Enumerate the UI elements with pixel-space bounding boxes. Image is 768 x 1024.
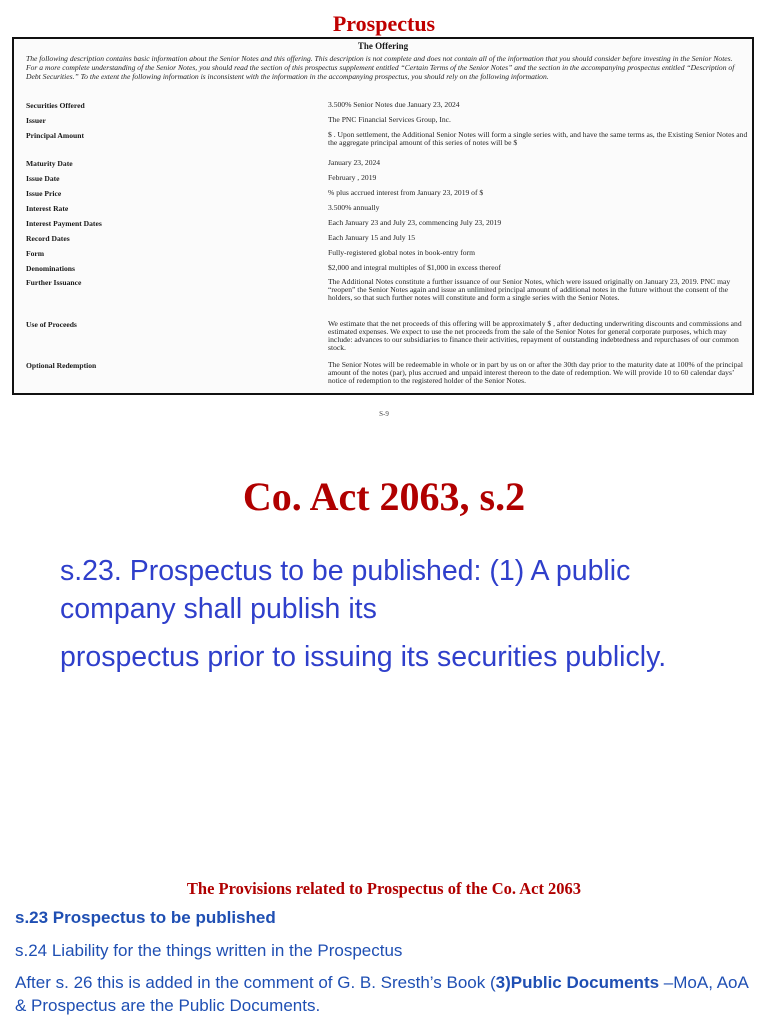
row-label: Issue Price bbox=[26, 189, 62, 198]
row-value: % plus accrued interest from January 23, 2019 of $ bbox=[328, 188, 484, 197]
row-value: February , 2019 bbox=[328, 173, 377, 182]
row-value: We estimate that the net proceeds of this offering will be approximately $ , after deducting underwriting discounts and commissions and estimated expenses. We expect to use the net proceeds from the sale of the Senior Notes for general corporate purposes, which may include: advances to our subsidiaries to finance their activities, repayment of outstanding indebtedness and repurchases of our common stock. bbox=[328, 319, 742, 352]
row-label: Record Dates bbox=[26, 234, 70, 243]
row-label: Securities Offered bbox=[26, 101, 85, 110]
row-value: $2,000 and integral multiples of $1,000 in excess thereof bbox=[328, 263, 501, 272]
row-value: The PNC Financial Services Group, Inc. bbox=[328, 115, 451, 124]
row-label: Use of Proceeds bbox=[26, 320, 77, 329]
row-value: The Additional Notes constitute a further issuance of our Senior Notes, which were issued originally on January 23, 2019. PNC may “reopen” the Senior Notes again and issue an unlimited principal amount of additional notes in the future without the consent of the holders, so that such further notes will constitute and form a single series with the Senior Notes. bbox=[328, 277, 731, 302]
page-number: S-9 bbox=[379, 410, 389, 418]
offering-heading: The Offering bbox=[357, 41, 409, 51]
row-value: 3.500% annually bbox=[328, 203, 380, 212]
row-value: The Senior Notes will be redeemable in whole or in part by us on or after the 30th day prior to the maturity date at 100% of the principal amount of the notes (par), plus accrued and unpaid interest thereon to the date of redemption. We will provide 10 to 60 calendar days’ notice of redemption to the registered holder of the Senior Notes. bbox=[328, 360, 744, 385]
row-value: Each January 23 and July 23, commencing July 23, 2019 bbox=[328, 218, 502, 227]
offering-intro: The following description contains basic information about the Senior Notes and this offering. This description is not complete and does not contain all of the information that you should consider before investing in the Senior Notes. For a more complete understanding of the Senior Notes, you should read the section of this prospectus supplement entitled “Certain Terms of the Senior Notes” and the section in the accompanying prospectus entitled “Description of Debt Securities.” To the extent the following information is inconsistent with the information in the accompanying prospectus, you should rely on the following information. bbox=[26, 54, 735, 81]
provision-emphasis: 3)Public Documents bbox=[495, 973, 660, 992]
row-value: 3.500% Senior Notes due January 23, 2024 bbox=[328, 100, 460, 109]
row-label: Issue Date bbox=[26, 174, 60, 183]
act-title: Co. Act 2063, s.2 bbox=[242, 474, 526, 519]
provisions-title: The Provisions related to Prospectus of the Co. Act 2063 bbox=[186, 879, 582, 898]
provision-item-public-documents bbox=[15, 971, 755, 1017]
prospectus-scan bbox=[12, 37, 754, 395]
section-23-text-1: s.23. Prospectus to be published: (1) A public company shall publish its bbox=[60, 555, 631, 625]
provision-item: s.24 Liability for the things written in the Prospectus bbox=[15, 941, 403, 960]
row-label: Optional Redemption bbox=[26, 361, 97, 370]
row-value: January 23, 2024 bbox=[328, 158, 381, 167]
row-label: Interest Rate bbox=[26, 204, 69, 213]
row-label: Form bbox=[26, 249, 45, 258]
row-label: Maturity Date bbox=[26, 159, 73, 168]
row-value: Each January 15 and July 15 bbox=[328, 233, 416, 242]
row-label: Principal Amount bbox=[26, 131, 85, 140]
row-value: $ . Upon settlement, the Additional Senior Notes will form a single series with, and have the same terms as, the Existing Senior Notes and the aggregate principal amount of this series of notes will be $ bbox=[328, 130, 748, 147]
row-label: Issuer bbox=[26, 116, 46, 125]
row-label: Further Issuance bbox=[26, 278, 82, 287]
page-title: Prospectus bbox=[332, 11, 436, 36]
provision-text: After s. 26 this is added in the comment of G. B. Sresth’s Book ( bbox=[15, 973, 496, 992]
provision-item: s.23 Prospectus to be published bbox=[15, 908, 276, 927]
row-label: Interest Payment Dates bbox=[26, 219, 102, 228]
row-label: Denominations bbox=[26, 264, 75, 273]
row-value: Fully-registered global notes in book-entry form bbox=[328, 248, 475, 257]
section-23-text-2: prospectus prior to issuing its securities publicly. bbox=[60, 641, 667, 673]
provision-text: –MoA, AoA & Prospectus are the Public Documents. bbox=[15, 973, 748, 1015]
